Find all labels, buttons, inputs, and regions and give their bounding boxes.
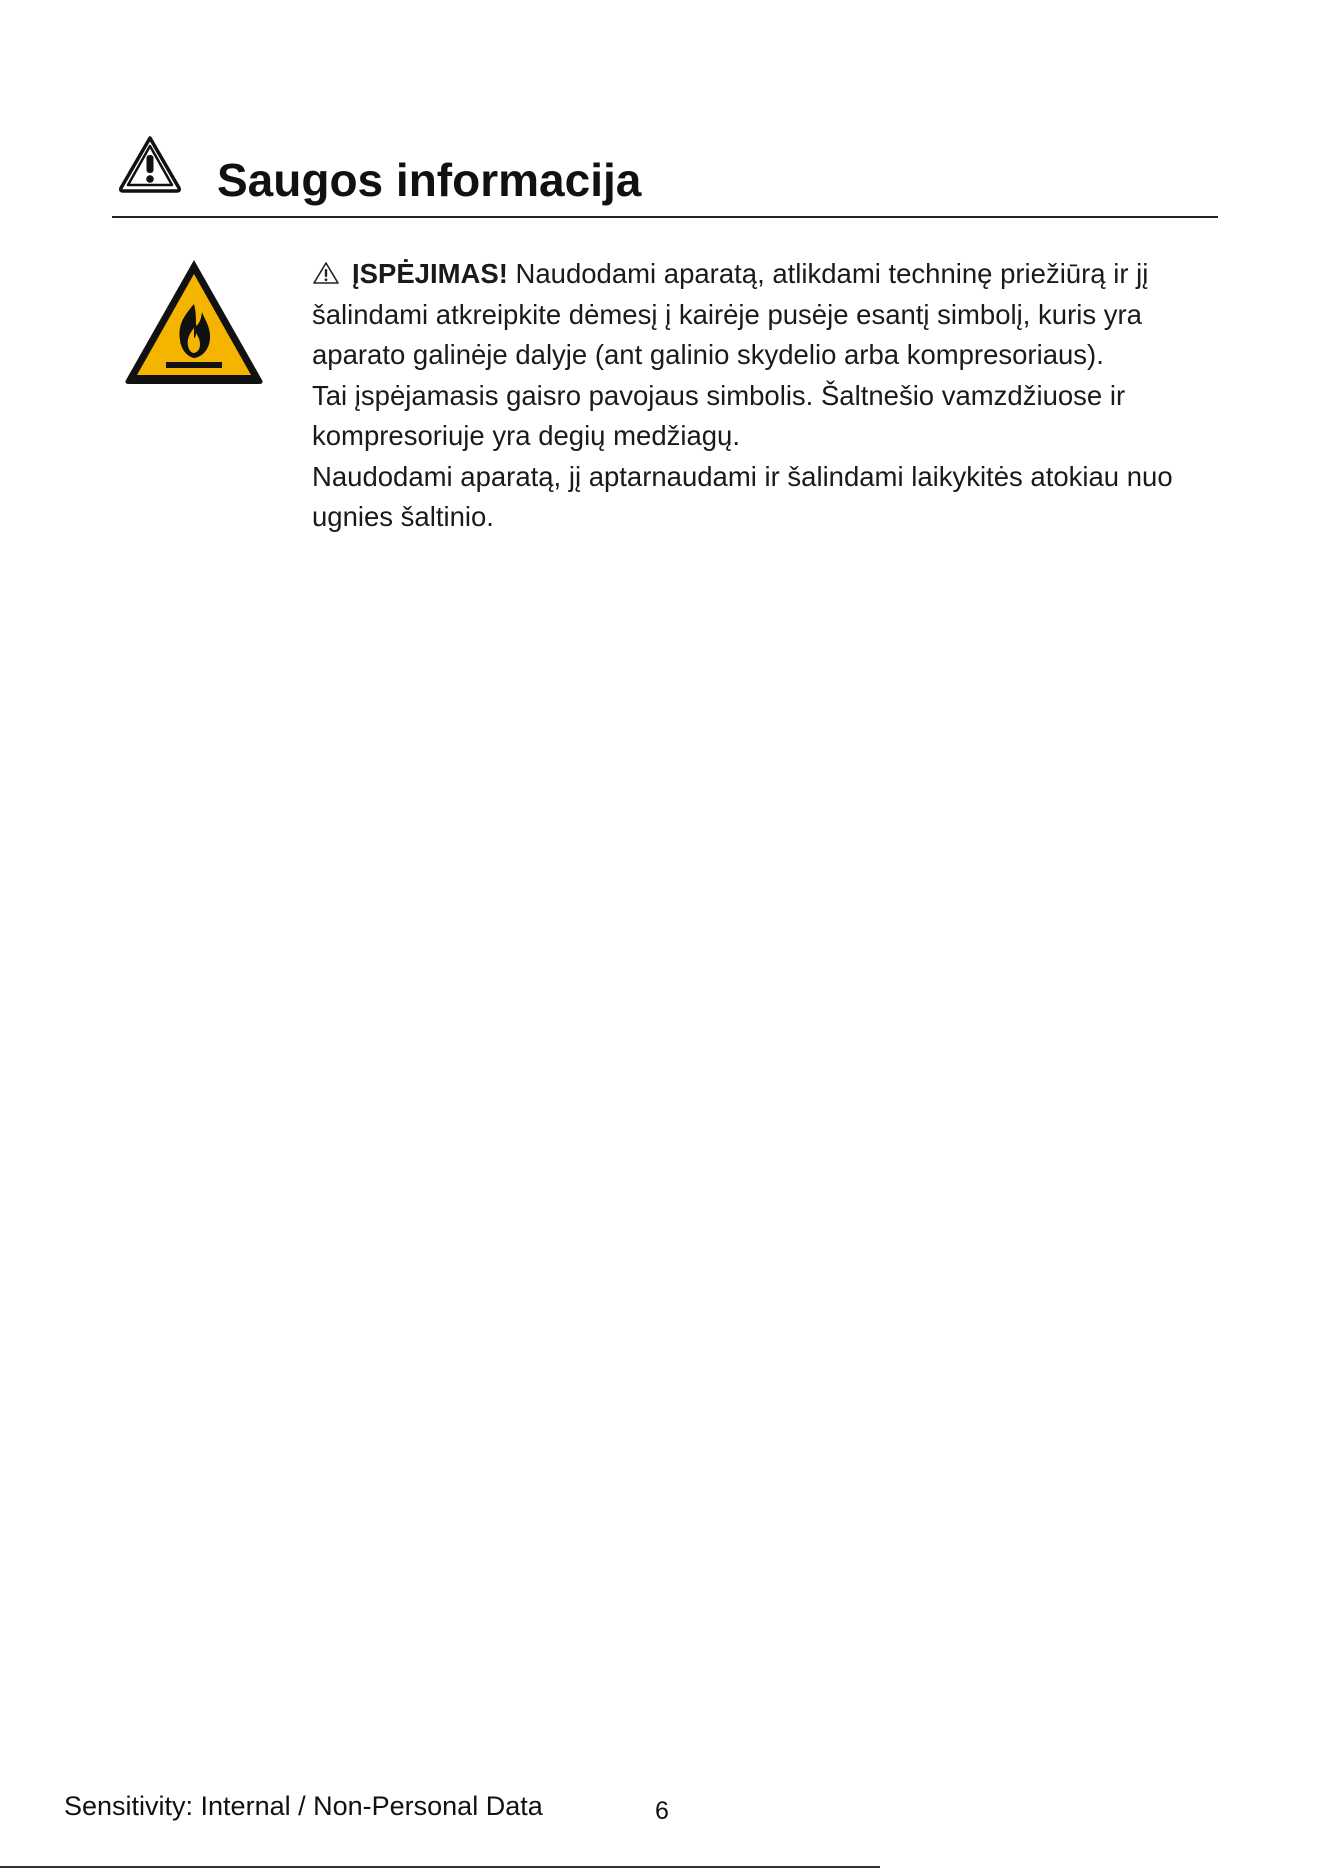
page-number: 6	[655, 1797, 669, 1825]
warning-body	[312, 254, 1218, 538]
warning-text: Naudodami aparatą, atlikdami techninę priežiūrą ir jį šalindami atkreipkite dėmesį į kairėje pusėje esantį simbolį, kuris yra aparato galinėje dalyje (ant galinio skydelio arba kompresoriaus).	[312, 258, 1149, 370]
warning-triangle-icon	[117, 134, 183, 194]
flammable-warning-icon	[122, 256, 266, 388]
warning-label: ĮSPĖJIMAS!	[352, 258, 508, 289]
warning-paragraph	[312, 254, 1218, 376]
paragraph-fire-hazard: Tai įspėjamasis gaisro pavojaus simbolis. Šaltnešio vamzdžiuose ir kompresoriuje yra degių medžiagų.	[312, 379, 1126, 451]
footer-divider	[0, 1866, 880, 1868]
footer-sensitivity-label: Sensitivity: Internal / Non-Personal Data	[64, 1791, 543, 1821]
header-divider	[112, 216, 1218, 218]
page-title: Saugos informacija	[217, 154, 642, 206]
warning-triangle-icon	[312, 261, 340, 285]
paragraph-keep-away: Naudodami aparatą, jį aptarnaudami ir šalindami laikykitės atokiau nuo ugnies šaltinio.	[312, 460, 1173, 532]
section-header	[117, 128, 1217, 218]
